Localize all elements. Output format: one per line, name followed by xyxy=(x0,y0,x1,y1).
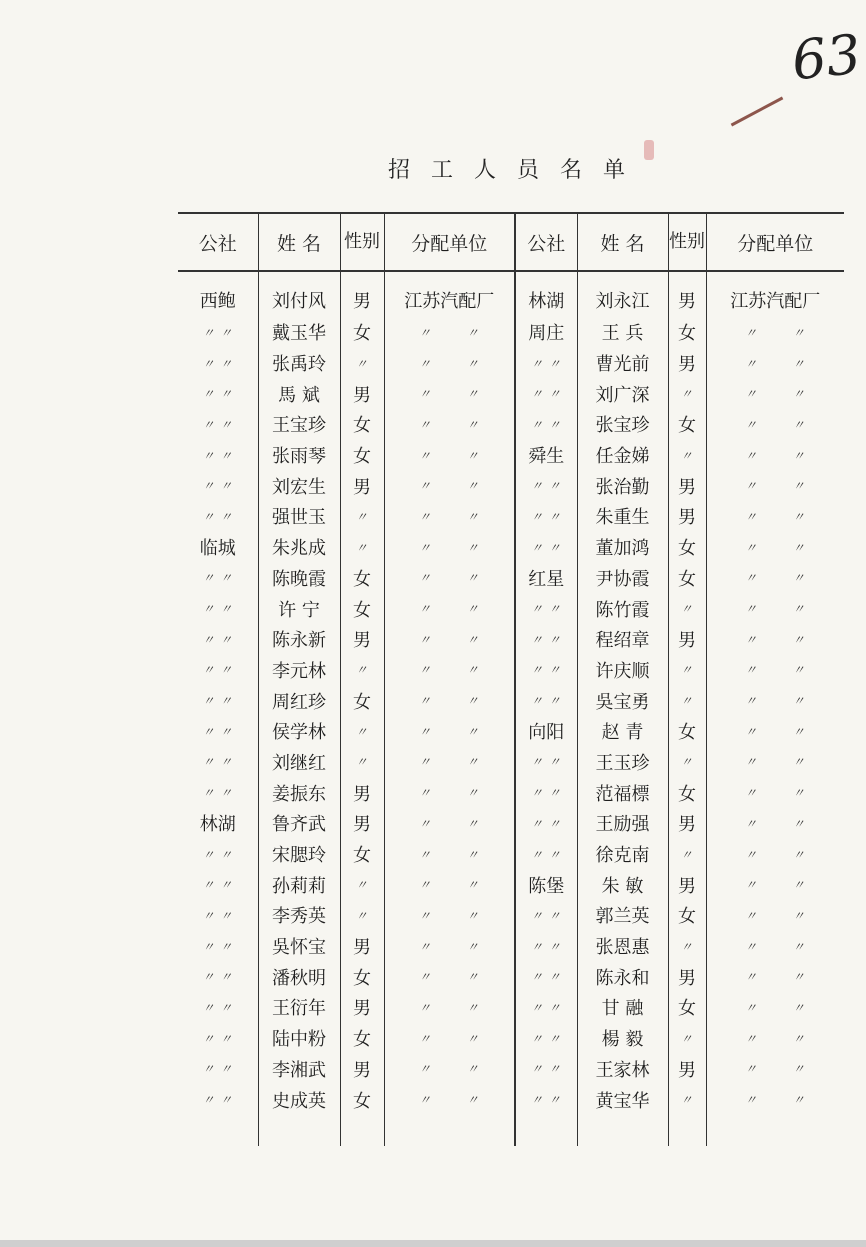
left-sex-cell: 〃 xyxy=(340,501,384,532)
table-row xyxy=(178,1054,844,1085)
right-name-cell: 赵 青 xyxy=(577,716,668,747)
right-unit-cell: 〃 〃 xyxy=(744,632,806,647)
right-sex-cell: 男 xyxy=(668,1054,706,1085)
left-name-cell: 刘继红 xyxy=(258,747,340,778)
right-name-cell: 郭兰英 xyxy=(577,900,668,931)
left-commune-cell: 〃 〃 xyxy=(178,563,258,594)
right-name-cell: 刘永江 xyxy=(577,271,668,317)
right-sex-cell: 〃 xyxy=(668,1023,706,1054)
left-unit-cell: 〃 〃 xyxy=(384,931,515,962)
empty-cell xyxy=(577,1115,668,1146)
right-commune-cell: 〃 〃 xyxy=(515,593,577,624)
header-unit-right: 分配单位 xyxy=(737,232,814,255)
right-name-cell: 尹协霞 xyxy=(577,563,668,594)
right-commune-cell: 向阳 xyxy=(515,716,577,747)
right-unit-cell: 〃 〃 xyxy=(744,847,806,862)
table-row xyxy=(178,501,844,532)
right-sex-cell: 女 xyxy=(668,409,706,440)
right-commune-cell: 〃 〃 xyxy=(515,1023,577,1054)
right-name-cell: 王 兵 xyxy=(577,317,668,348)
right-unit-cell: 江苏汽配厂 xyxy=(730,290,821,312)
left-commune-cell: 〃 〃 xyxy=(178,869,258,900)
stamp-mark xyxy=(731,97,784,127)
left-sex-cell: 〃 xyxy=(340,869,384,900)
right-sex-cell: 男 xyxy=(668,501,706,532)
left-sex-cell: 女 xyxy=(340,440,384,471)
left-sex-cell: 〃 xyxy=(340,900,384,931)
left-commune-cell: 西鲍 xyxy=(178,271,258,317)
right-sex-cell: 男 xyxy=(668,470,706,501)
right-commune-cell: 舜生 xyxy=(515,440,577,471)
right-sex-cell: 〃 xyxy=(668,747,706,778)
left-unit-cell: 〃 〃 xyxy=(384,440,515,471)
right-unit-cell: 〃 〃 xyxy=(744,786,806,801)
left-commune-cell: 〃 〃 xyxy=(178,961,258,992)
left-unit-cell: 〃 〃 xyxy=(384,655,515,686)
left-sex-cell: 女 xyxy=(340,563,384,594)
right-sex-cell: 〃 xyxy=(668,378,706,409)
header-commune: 公社 xyxy=(178,213,258,271)
left-name-cell: 朱兆成 xyxy=(258,532,340,563)
right-unit-cell: 〃 〃 xyxy=(744,448,806,463)
left-commune-cell: 〃 〃 xyxy=(178,655,258,686)
table-row xyxy=(178,563,844,594)
left-sex-cell: 女 xyxy=(340,685,384,716)
left-unit-cell: 〃 〃 xyxy=(384,747,515,778)
right-unit-cell: 〃 〃 xyxy=(744,387,806,402)
left-sex-cell: 男 xyxy=(340,624,384,655)
header-name: 姓 名 xyxy=(258,213,340,271)
right-unit-cell: 〃 〃 xyxy=(744,724,806,739)
right-name-cell: 张宝珍 xyxy=(577,409,668,440)
left-commune-cell: 〃 〃 xyxy=(178,409,258,440)
left-commune-cell: 〃 〃 xyxy=(178,1023,258,1054)
left-sex-cell: 女 xyxy=(340,317,384,348)
right-name-cell: 许庆顺 xyxy=(577,655,668,686)
left-commune-cell: 〃 〃 xyxy=(178,685,258,716)
left-name-cell: 王衍年 xyxy=(258,992,340,1023)
left-unit-cell: 〃 〃 xyxy=(384,869,515,900)
left-sex-cell: 〃 xyxy=(340,655,384,686)
right-sex-cell: 〃 xyxy=(668,655,706,686)
left-name-cell: 鲁齐武 xyxy=(258,808,340,839)
right-sex-cell: 女 xyxy=(668,992,706,1023)
right-sex-cell: 女 xyxy=(668,317,706,348)
right-unit-cell: 〃 〃 xyxy=(744,571,806,586)
left-name-cell: 孙莉莉 xyxy=(258,869,340,900)
table-row xyxy=(178,869,844,900)
right-commune-cell: 林湖 xyxy=(515,271,577,317)
empty-cell xyxy=(668,1115,706,1146)
right-unit-cell: 〃 〃 xyxy=(744,602,806,617)
right-sex-cell: 〃 xyxy=(668,839,706,870)
left-sex-cell: 〃 xyxy=(340,716,384,747)
right-name-cell: 陈竹霞 xyxy=(577,593,668,624)
page-number: 63 xyxy=(788,22,864,93)
left-unit-cell: 〃 〃 xyxy=(384,563,515,594)
table-row xyxy=(178,808,844,839)
left-sex-cell: 女 xyxy=(340,961,384,992)
left-unit-cell: 〃 〃 xyxy=(384,378,515,409)
table-row xyxy=(178,317,844,348)
left-commune-cell: 〃 〃 xyxy=(178,317,258,348)
left-commune-cell: 〃 〃 xyxy=(178,747,258,778)
right-unit-cell: 〃 〃 xyxy=(744,816,806,831)
left-sex-cell: 女 xyxy=(340,1023,384,1054)
right-commune-cell: 〃 〃 xyxy=(515,501,577,532)
right-commune-cell: 红星 xyxy=(515,563,577,594)
left-name-cell: 李秀英 xyxy=(258,900,340,931)
right-name-cell: 王玉珍 xyxy=(577,747,668,778)
table-body xyxy=(178,271,844,1146)
left-sex-cell: 男 xyxy=(340,271,384,317)
right-commune-cell: 陈堡 xyxy=(515,869,577,900)
right-commune-cell: 周庄 xyxy=(515,317,577,348)
left-sex-cell: 男 xyxy=(340,931,384,962)
left-commune-cell: 〃 〃 xyxy=(178,624,258,655)
left-commune-cell: 〃 〃 xyxy=(178,716,258,747)
right-name-cell: 朱重生 xyxy=(577,501,668,532)
right-sex-cell: 女 xyxy=(668,563,706,594)
right-unit-cell: 〃 〃 xyxy=(744,356,806,371)
right-sex-cell: 女 xyxy=(668,777,706,808)
right-name-cell: 曹光前 xyxy=(577,348,668,379)
right-commune-cell: 〃 〃 xyxy=(515,378,577,409)
right-name-cell: 张恩惠 xyxy=(577,931,668,962)
table-row xyxy=(178,655,844,686)
left-sex-cell: 女 xyxy=(340,593,384,624)
empty-cell xyxy=(384,1115,515,1146)
left-sex-cell: 女 xyxy=(340,839,384,870)
right-commune-cell: 〃 〃 xyxy=(515,624,577,655)
right-commune-cell: 〃 〃 xyxy=(515,992,577,1023)
right-sex-cell: 女 xyxy=(668,532,706,563)
left-commune-cell: 〃 〃 xyxy=(178,593,258,624)
right-sex-cell: 〃 xyxy=(668,440,706,471)
left-unit-cell: 〃 〃 xyxy=(384,1084,515,1115)
left-unit-cell: 江苏汽配厂 xyxy=(384,271,515,317)
right-name-cell: 陈永和 xyxy=(577,961,668,992)
left-name-cell: 王宝珍 xyxy=(258,409,340,440)
right-sex-cell: 〃 xyxy=(668,685,706,716)
left-name-cell: 李元林 xyxy=(258,655,340,686)
table-row xyxy=(178,593,844,624)
left-commune-cell: 〃 〃 xyxy=(178,1054,258,1085)
table-row xyxy=(178,777,844,808)
table-row xyxy=(178,532,844,563)
left-sex-cell: 女 xyxy=(340,409,384,440)
right-commune-cell: 〃 〃 xyxy=(515,470,577,501)
right-commune-cell: 〃 〃 xyxy=(515,1084,577,1115)
right-sex-cell: 男 xyxy=(668,961,706,992)
left-name-cell: 李湘武 xyxy=(258,1054,340,1085)
left-name-cell: 刘付风 xyxy=(258,271,340,317)
left-name-cell: 张雨琴 xyxy=(258,440,340,471)
right-unit-cell: 〃 〃 xyxy=(744,878,806,893)
left-name-cell: 吳怀宝 xyxy=(258,931,340,962)
table-row xyxy=(178,409,844,440)
right-unit-cell: 〃 〃 xyxy=(744,325,806,340)
right-commune-cell: 〃 〃 xyxy=(515,685,577,716)
right-sex-cell: 男 xyxy=(668,869,706,900)
left-commune-cell: 〃 〃 xyxy=(178,839,258,870)
left-name-cell: 陆中粉 xyxy=(258,1023,340,1054)
table-row xyxy=(178,961,844,992)
left-unit-cell: 〃 〃 xyxy=(384,624,515,655)
left-name-cell: 强世玉 xyxy=(258,501,340,532)
left-unit-cell: 〃 〃 xyxy=(384,532,515,563)
left-unit-cell: 〃 〃 xyxy=(384,685,515,716)
left-sex-cell: 男 xyxy=(340,992,384,1023)
left-name-cell: 潘秋明 xyxy=(258,961,340,992)
right-commune-cell: 〃 〃 xyxy=(515,808,577,839)
right-unit-cell: 〃 〃 xyxy=(744,1093,806,1108)
empty-cell xyxy=(515,1115,577,1146)
right-commune-cell: 〃 〃 xyxy=(515,1054,577,1085)
page-title: 招工人员名单 xyxy=(388,158,647,183)
right-name-cell: 徐克南 xyxy=(577,839,668,870)
header-unit: 分配单位 xyxy=(384,213,515,271)
left-sex-cell: 男 xyxy=(340,378,384,409)
left-name-cell: 周红珍 xyxy=(258,685,340,716)
left-name-cell: 姜振东 xyxy=(258,777,340,808)
table-row xyxy=(178,839,844,870)
left-name-cell: 张禹玲 xyxy=(258,348,340,379)
right-name-cell: 张治勤 xyxy=(577,470,668,501)
right-name-cell: 朱 敏 xyxy=(577,869,668,900)
table-row xyxy=(178,440,844,471)
left-unit-cell: 〃 〃 xyxy=(384,808,515,839)
right-name-cell: 刘广深 xyxy=(577,378,668,409)
right-unit-cell: 〃 〃 xyxy=(744,509,806,524)
left-unit-cell: 〃 〃 xyxy=(384,317,515,348)
right-name-cell: 吳宝勇 xyxy=(577,685,668,716)
left-unit-cell: 〃 〃 xyxy=(384,1054,515,1085)
left-unit-cell: 〃 〃 xyxy=(384,409,515,440)
left-commune-cell: 林湖 xyxy=(178,808,258,839)
right-commune-cell: 〃 〃 xyxy=(515,532,577,563)
header-name-right: 姓 名 xyxy=(577,213,668,271)
right-unit-cell: 〃 〃 xyxy=(744,1031,806,1046)
right-unit-cell: 〃 〃 xyxy=(744,1000,806,1015)
left-commune-cell: 〃 〃 xyxy=(178,992,258,1023)
table-row xyxy=(178,1084,844,1115)
right-commune-cell: 〃 〃 xyxy=(515,777,577,808)
left-unit-cell: 〃 〃 xyxy=(384,716,515,747)
table-row xyxy=(178,470,844,501)
scan-edge xyxy=(0,1240,866,1247)
right-commune-cell: 〃 〃 xyxy=(515,931,577,962)
table-row xyxy=(178,1023,844,1054)
left-unit-cell: 〃 〃 xyxy=(384,501,515,532)
table-row xyxy=(178,900,844,931)
right-name-cell: 董加鸿 xyxy=(577,532,668,563)
roster-table xyxy=(178,212,844,1146)
right-unit-cell: 〃 〃 xyxy=(744,1062,806,1077)
right-sex-cell: 男 xyxy=(668,348,706,379)
right-commune-cell: 〃 〃 xyxy=(515,655,577,686)
right-commune-cell: 〃 〃 xyxy=(515,409,577,440)
table-row xyxy=(178,685,844,716)
left-unit-cell: 〃 〃 xyxy=(384,1023,515,1054)
left-name-cell: 许 宁 xyxy=(258,593,340,624)
empty-cell xyxy=(340,1115,384,1146)
left-name-cell: 宋腮玲 xyxy=(258,839,340,870)
right-sex-cell: 男 xyxy=(668,808,706,839)
right-sex-cell: 〃 xyxy=(668,931,706,962)
right-unit-cell: 〃 〃 xyxy=(744,755,806,770)
left-name-cell: 馬 斌 xyxy=(258,378,340,409)
left-unit-cell: 〃 〃 xyxy=(384,992,515,1023)
left-name-cell: 戴玉华 xyxy=(258,317,340,348)
left-commune-cell: 临城 xyxy=(178,532,258,563)
header-sex: 性别 xyxy=(340,213,384,271)
left-unit-cell: 〃 〃 xyxy=(384,348,515,379)
right-name-cell: 楊 毅 xyxy=(577,1023,668,1054)
right-unit-cell: 〃 〃 xyxy=(744,970,806,985)
left-commune-cell: 〃 〃 xyxy=(178,900,258,931)
left-unit-cell: 〃 〃 xyxy=(384,593,515,624)
right-name-cell: 甘 融 xyxy=(577,992,668,1023)
right-name-cell: 程绍章 xyxy=(577,624,668,655)
right-commune-cell: 〃 〃 xyxy=(515,961,577,992)
table-row xyxy=(178,716,844,747)
left-sex-cell: 〃 xyxy=(340,532,384,563)
table-trailing-space xyxy=(178,1115,844,1146)
right-name-cell: 范福標 xyxy=(577,777,668,808)
table-row xyxy=(178,624,844,655)
left-sex-cell: 男 xyxy=(340,1054,384,1085)
right-name-cell: 王家林 xyxy=(577,1054,668,1085)
header-sex-right: 性别 xyxy=(668,213,706,271)
left-sex-cell: 〃 xyxy=(340,348,384,379)
right-sex-cell: 女 xyxy=(668,716,706,747)
left-unit-cell: 〃 〃 xyxy=(384,900,515,931)
right-sex-cell: 〃 xyxy=(668,593,706,624)
left-name-cell: 陈永新 xyxy=(258,624,340,655)
left-sex-cell: 〃 xyxy=(340,747,384,778)
table-row xyxy=(178,378,844,409)
right-commune-cell: 〃 〃 xyxy=(515,348,577,379)
left-commune-cell: 〃 〃 xyxy=(178,378,258,409)
right-unit-cell: 〃 〃 xyxy=(744,479,806,494)
header-commune-right: 公社 xyxy=(515,213,577,271)
left-commune-cell: 〃 〃 xyxy=(178,348,258,379)
left-sex-cell: 男 xyxy=(340,808,384,839)
right-name-cell: 黄宝华 xyxy=(577,1084,668,1115)
left-commune-cell: 〃 〃 xyxy=(178,931,258,962)
right-unit-cell: 〃 〃 xyxy=(744,939,806,954)
left-unit-cell: 〃 〃 xyxy=(384,961,515,992)
empty-cell xyxy=(258,1115,340,1146)
left-unit-cell: 〃 〃 xyxy=(384,470,515,501)
left-commune-cell: 〃 〃 xyxy=(178,470,258,501)
table-row xyxy=(178,992,844,1023)
left-sex-cell: 男 xyxy=(340,777,384,808)
left-name-cell: 侯学林 xyxy=(258,716,340,747)
right-unit-cell: 〃 〃 xyxy=(744,908,806,923)
empty-cell xyxy=(706,1115,844,1146)
right-sex-cell: 〃 xyxy=(668,1084,706,1115)
table-row xyxy=(178,931,844,962)
table-row xyxy=(178,348,844,379)
left-name-cell: 陈晚霞 xyxy=(258,563,340,594)
right-sex-cell: 女 xyxy=(668,900,706,931)
left-commune-cell: 〃 〃 xyxy=(178,501,258,532)
left-sex-cell: 男 xyxy=(340,470,384,501)
left-commune-cell: 〃 〃 xyxy=(178,777,258,808)
left-unit-cell: 〃 〃 xyxy=(384,839,515,870)
right-sex-cell: 男 xyxy=(668,271,706,317)
right-sex-cell: 男 xyxy=(668,624,706,655)
left-name-cell: 刘宏生 xyxy=(258,470,340,501)
right-unit-cell: 〃 〃 xyxy=(744,417,806,432)
right-unit-cell: 〃 〃 xyxy=(744,663,806,678)
right-commune-cell: 〃 〃 xyxy=(515,839,577,870)
right-unit-cell: 〃 〃 xyxy=(744,694,806,709)
right-unit-cell: 〃 〃 xyxy=(744,540,806,555)
right-name-cell: 任金娣 xyxy=(577,440,668,471)
left-sex-cell: 女 xyxy=(340,1084,384,1115)
right-commune-cell: 〃 〃 xyxy=(515,747,577,778)
right-name-cell: 王励强 xyxy=(577,808,668,839)
empty-cell xyxy=(178,1115,258,1146)
right-commune-cell: 〃 〃 xyxy=(515,900,577,931)
left-commune-cell: 〃 〃 xyxy=(178,1084,258,1115)
left-name-cell: 史成英 xyxy=(258,1084,340,1115)
table-row xyxy=(178,747,844,778)
table-row xyxy=(178,271,844,317)
left-unit-cell: 〃 〃 xyxy=(384,777,515,808)
left-commune-cell: 〃 〃 xyxy=(178,440,258,471)
table-header xyxy=(178,213,844,271)
